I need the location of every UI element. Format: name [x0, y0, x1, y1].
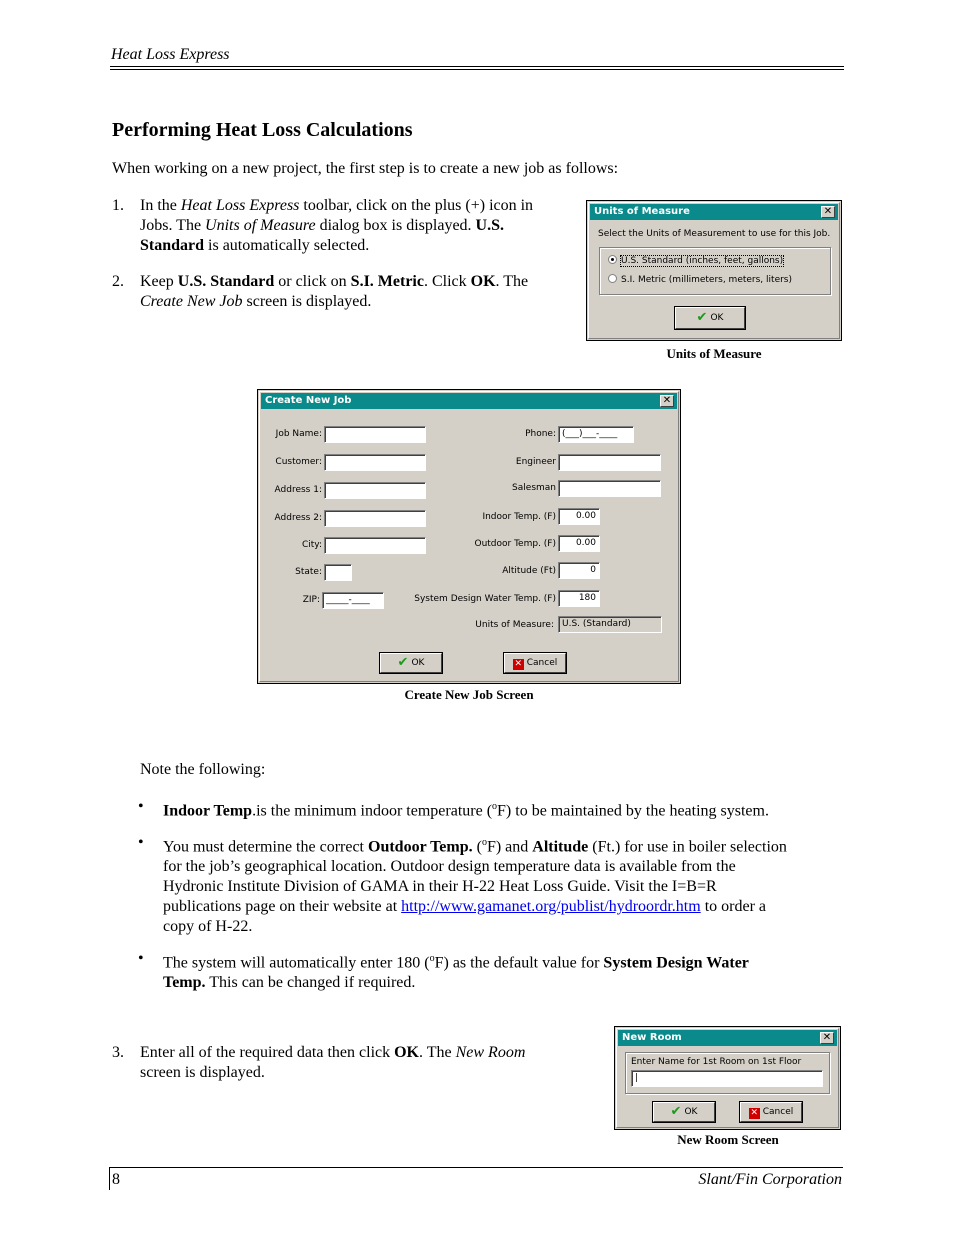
room-dialog-titlebar[interactable] [618, 1030, 837, 1046]
room-dialog-title: New Room [622, 1032, 682, 1043]
close-icon[interactable]: ✕ [660, 395, 674, 407]
step-3-number: 3. [112, 1044, 124, 1061]
job-name-label: Job Name: [275, 429, 322, 439]
checkmark-icon: ✔ [397, 655, 409, 670]
note-outdoor-temp: You must determine the correct Outdoor Temp. ($^o$F) and Altitude (Ft.) for use in boiler selection for the job’s geographical location. Outdoor design temperature data is available from the Hydronic Institute Division of GAMA in their H-22 Heat Loss Guide. Visit the I=B=R publications page on their website at http://www.gamanet.org/publist/hydroordr.htm to order a copy of H-22. [163, 837, 787, 936]
units-readonly-field: U.S. (Standard) [558, 616, 662, 633]
job-ok-button[interactable]: ✔ OK [380, 653, 442, 673]
units-of-measure-dialog [586, 200, 842, 341]
gama-link[interactable]: http://www.gamanet.org/publist/hydroordr.htm [401, 898, 701, 916]
header-rule [110, 66, 844, 67]
room-prompt: Enter Name for 1st Room on 1st Floor [631, 1057, 802, 1067]
close-icon[interactable]: ✕ [820, 1032, 834, 1044]
bullet-icon: • [138, 950, 144, 967]
step-1-number: 1. [112, 197, 124, 214]
job-dialog-title: Create New Job [265, 395, 352, 406]
radio-unselected-icon [608, 274, 617, 283]
city-label: City: [301, 540, 322, 550]
water-temp-input[interactable]: 180 [558, 590, 600, 607]
altitude-input[interactable]: 0 [558, 562, 600, 579]
water-temp-label: System Design Water Temp. (F) [414, 594, 556, 604]
zip-input[interactable]: _____-____ [322, 592, 384, 609]
address2-label: Address 2: [274, 513, 322, 523]
step-2-text: Keep U.S. Standard or click on S.I. Metric. Click OK. The Create New Job screen is displayed. [140, 273, 529, 310]
radio-selected-icon [608, 255, 617, 264]
units-dialog-title: Units of Measure [594, 206, 690, 217]
create-new-job-dialog [257, 389, 681, 684]
salesman-input[interactable] [558, 480, 661, 497]
outdoor-temp-label: Outdoor Temp. (F) [474, 539, 556, 549]
footer-rule [109, 1167, 843, 1168]
note-water-temp: The system will automatically enter 180 ($^o$F) as the default value for System Design Water Temp. This can be changed if required. [163, 953, 749, 992]
indoor-temp-input[interactable]: 0.00 [558, 508, 600, 525]
page-number: 8 [112, 1171, 120, 1188]
close-icon[interactable]: ✕ [821, 206, 835, 218]
address1-label: Address 1: [274, 485, 322, 495]
units-dialog-titlebar[interactable] [590, 204, 838, 220]
footer-left-rule [109, 1167, 110, 1190]
units-prompt: Select the Units of Measurement to use for this Job. [598, 229, 831, 239]
zip-label: ZIP: [302, 595, 320, 605]
note-indoor-temp: Indoor Temp.is the minimum indoor temperature ($^o$F) to be maintained by the heating system. [163, 801, 769, 820]
radio-us-standard[interactable] [608, 255, 783, 267]
footer-company: Slant/Fin Corporation [698, 1171, 842, 1188]
engineer-label: Engineer [515, 457, 556, 467]
intro-text: When working on a new project, the first step is to create a new job as follows: [112, 160, 619, 177]
phone-label: Phone: [525, 429, 556, 439]
job-dialog-titlebar[interactable] [261, 393, 677, 409]
state-input[interactable] [324, 564, 352, 581]
checkmark-icon: ✔ [670, 1104, 682, 1119]
step-2-number: 2. [112, 273, 124, 290]
salesman-label: Salesman [512, 483, 556, 493]
bullet-icon: • [138, 834, 144, 851]
running-header: Heat Loss Express [111, 46, 230, 63]
room-ok-button[interactable]: ✔ OK [653, 1102, 715, 1122]
units-label: Units of Measure: [475, 620, 554, 630]
engineer-input[interactable] [558, 454, 661, 471]
state-label: State: [295, 567, 322, 577]
room-name-input[interactable]: | [631, 1070, 823, 1087]
x-icon: ✕ [514, 659, 523, 669]
header-rule-2 [110, 69, 844, 70]
notes-intro: Note the following: [140, 761, 266, 778]
altitude-label: Altitude (Ft) [502, 566, 556, 576]
radio-us-standard-label: U.S. Standard (inches, feet, gallons) [621, 256, 784, 266]
room-caption: New Room Screen [677, 1132, 779, 1147]
job-caption: Create New Job Screen [404, 687, 534, 702]
units-ok-button[interactable]: ✔ OK [675, 307, 745, 329]
radio-si-metric[interactable] [608, 274, 792, 286]
radio-si-metric-label: S.I. Metric (millimeters, meters, liters) [621, 275, 792, 285]
step-1-text: In the Heat Loss Express toolbar, click on the plus (+) icon in Jobs. The Units of Measure dialog box is displayed. U.S. Standard is automatically selected. [140, 197, 534, 254]
x-icon: ✕ [750, 1108, 759, 1118]
room-cancel-button[interactable]: ✕ Cancel [740, 1102, 802, 1122]
phone-input[interactable]: (___)___-____ [558, 426, 634, 443]
indoor-temp-label: Indoor Temp. (F) [482, 512, 556, 522]
new-room-dialog [614, 1026, 841, 1130]
job-cancel-button[interactable]: ✕ Cancel [504, 653, 566, 673]
outdoor-temp-input[interactable]: 0.00 [558, 535, 600, 552]
step-3-text: Enter all of the required data then click OK. The New Room screen is displayed. [140, 1044, 526, 1081]
checkmark-icon: ✔ [696, 310, 708, 325]
customer-label: Customer: [275, 457, 322, 467]
bullet-icon: • [138, 798, 144, 815]
units-caption: Units of Measure [666, 346, 762, 361]
section-heading: Performing Heat Loss Calculations [112, 119, 413, 141]
